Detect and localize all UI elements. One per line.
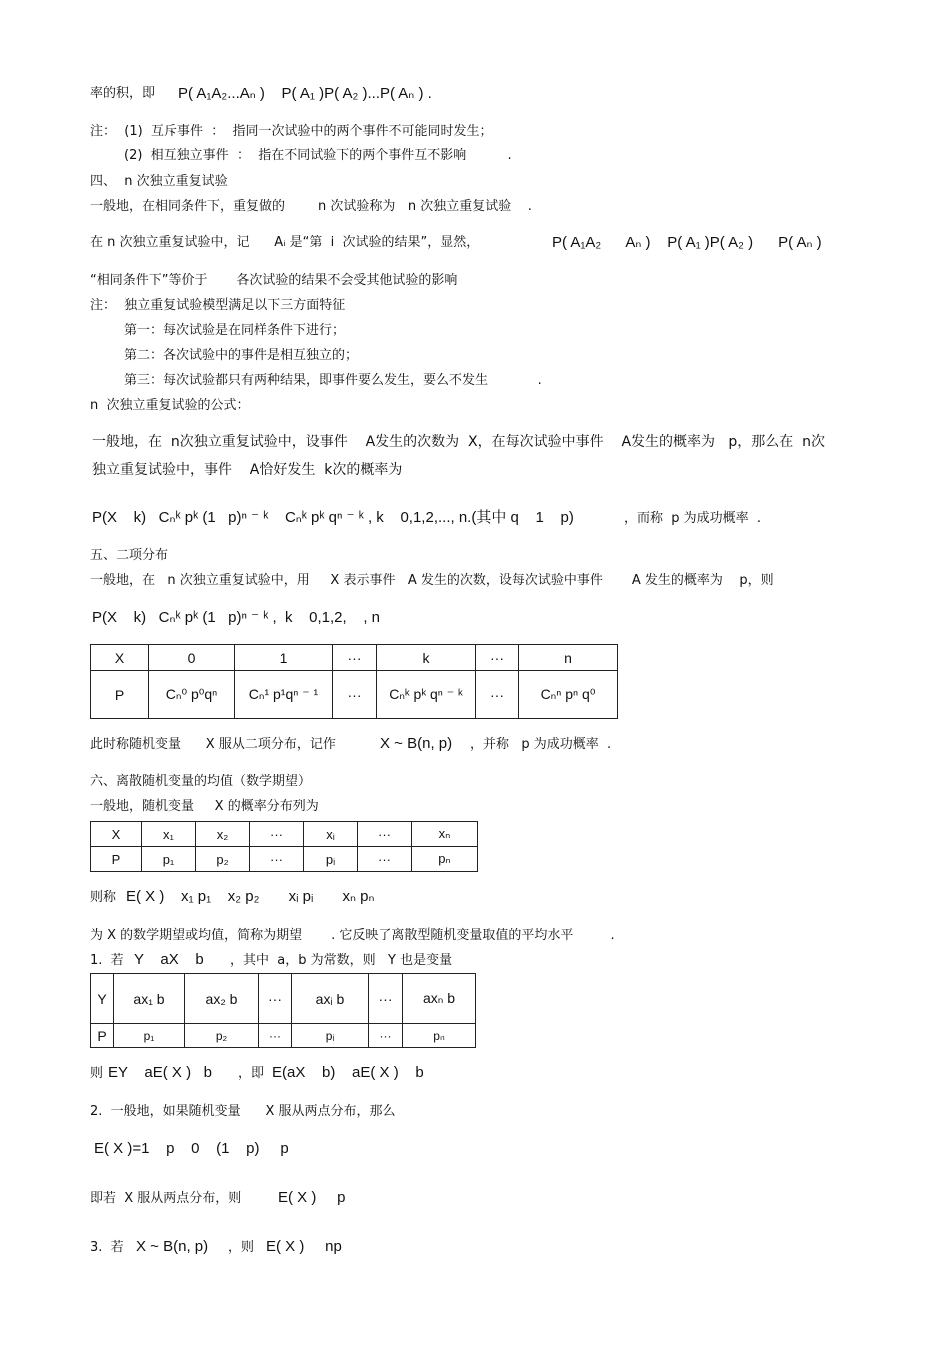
table-cell: pₙ — [403, 1024, 476, 1048]
text-line: 则称 — [90, 890, 117, 905]
text-line: 2. 一般地，如果随机变量 X 服从两点分布，那么 — [90, 1104, 396, 1119]
text-line: 此时称随机变量 X 服从二项分布，记作 — [90, 737, 336, 752]
table-cell: ax₁ b — [114, 974, 185, 1024]
formula: P(X k) Cₙᵏ pᵏ (1 p)ⁿ ⁻ ᵏ Cₙᵏ pᵏ qⁿ ⁻ ᵏ , k 0,1,2,..., n.(其中 q 1 p) — [92, 509, 574, 526]
text-line: 一般地，在 n次独立重复试验中，设事件 A发生的次数为 X，在每次试验中事件 A发生的概率为 p，那么在 n次 — [92, 434, 826, 450]
table-cell: P — [91, 847, 142, 872]
table-cell: P — [91, 671, 149, 719]
text-line: “相同条件下”等价于 各次试验的结果不会受其他试验的影响 — [90, 273, 458, 288]
text-line: 则 — [90, 1066, 104, 1081]
formula: Y aX b — [134, 951, 204, 968]
table-cell: xᵢ — [304, 822, 358, 847]
table-cell: pᵢ — [304, 847, 358, 872]
table-cell: X — [91, 822, 142, 847]
table-cell: ··· — [369, 1024, 403, 1048]
table-cell: Cₙⁿ pⁿ q⁰ — [519, 671, 618, 719]
table-cell: Cₙᵏ pᵏ qⁿ ⁻ ᵏ — [377, 671, 476, 719]
text-line: 注： (1) 互斥事件 ： 指同一次试验中的两个事件不可能同时发生； — [90, 124, 493, 139]
table-cell: Y — [91, 974, 114, 1024]
table-cell: 0 — [149, 645, 235, 671]
text-line: 第一：每次试验是在同样条件下进行； — [124, 323, 346, 338]
table-cell: ··· — [259, 1024, 292, 1048]
table-cell: Cₙ⁰ p⁰qⁿ — [149, 671, 235, 719]
text-line: 注： 独立重复试验模型满足以下三方面特征 — [90, 298, 346, 313]
formula: E( X )=1 p 0 (1 p) p — [94, 1140, 289, 1157]
section-heading: 六、离散随机变量的均值（数学期望） — [90, 774, 312, 789]
table-cell: ··· — [333, 671, 377, 719]
table-cell: ··· — [358, 822, 412, 847]
text-line: 第二：各次试验中的事件是相互独立的； — [124, 348, 359, 363]
text-line: ，其中 a，b 为常数，则 Y 也是变量 — [230, 953, 453, 968]
formula: E(aX b) aE( X ) b — [272, 1064, 424, 1081]
table-cell: ··· — [250, 822, 304, 847]
table-cell: axₙ b — [403, 974, 476, 1024]
table-cell: ··· — [358, 847, 412, 872]
text-line: 一般地，在相同条件下，重复做的 n 次试验称为 n 次独立重复试验 . — [90, 199, 532, 214]
formula: E( X ) x₁ p₁ x₂ p₂ xᵢ pᵢ xₙ pₙ — [126, 888, 375, 905]
formula: P( A₁A₂ Aₙ ) P( A₁ )P( A₂ ) P( Aₙ ) — [552, 234, 822, 251]
table-cell: p₂ — [196, 847, 250, 872]
text-line: 第三：每次试验都只有两种结果，即事件要么发生，要么不发生 . — [124, 373, 542, 388]
table-cell: X — [91, 645, 149, 671]
text-line: (2) 相互独立事件 ： 指在不同试验下的两个事件互不影响 . — [124, 148, 512, 163]
formula: X ~ B(n, p) — [380, 735, 453, 752]
table-cell: p₂ — [185, 1024, 259, 1048]
section-heading: 五、二项分布 — [90, 548, 169, 563]
text-line: n 次独立重复试验的公式： — [90, 398, 250, 413]
text-line: 在 n 次独立重复试验中，记 Aᵢ 是“第 i 次试验的结果”，显然， — [90, 235, 480, 250]
text-line: 率的积，即 — [90, 86, 156, 101]
formula: P(X k) Cₙᵏ pᵏ (1 p)ⁿ ⁻ ᵏ , k 0,1,2, , n — [92, 609, 381, 626]
table-cell: pₙ — [412, 847, 478, 872]
table-cell: ··· — [476, 645, 519, 671]
table-cell: p₁ — [142, 847, 196, 872]
text-line: 为 X 的数学期望或均值，简称为期望 . 它反映了离散型随机变量取值的平均水平 . — [90, 928, 615, 943]
table-cell: x₂ — [196, 822, 250, 847]
text-line: ，而称 p 为成功概率 . — [624, 511, 762, 526]
formula: E( X ) np — [266, 1238, 342, 1255]
text-line: ，即 — [238, 1066, 265, 1081]
table-cell: P — [91, 1024, 114, 1048]
text-line: 一般地，随机变量 X 的概率分布列为 — [90, 799, 319, 814]
table-cell: ··· — [250, 847, 304, 872]
table-cell: ··· — [476, 671, 519, 719]
section-heading: 四、 n 次独立重复试验 — [90, 174, 228, 189]
table-cell: k — [377, 645, 476, 671]
formula: EY aE( X ) b — [108, 1064, 212, 1081]
text-line: 一般地，在 n 次独立重复试验中，用 X 表示事件 A 发生的次数，设每次试验中事件 A 发生的概率为 p，则 — [90, 573, 774, 588]
table-cell: p₁ — [114, 1024, 185, 1048]
table-cell: 1 — [235, 645, 333, 671]
binomial-distribution-table — [90, 644, 618, 719]
text-line: ，并称 p 为成功概率 . — [470, 737, 612, 752]
table-cell: ··· — [259, 974, 292, 1024]
table-cell: pᵢ — [292, 1024, 369, 1048]
table-cell: ··· — [333, 645, 377, 671]
linear-transform-table — [90, 973, 476, 1048]
table-cell: axᵢ b — [292, 974, 369, 1024]
text-line: 即若 X 服从两点分布，则 — [90, 1191, 242, 1206]
formula: E( X ) p — [278, 1189, 346, 1206]
formula: X ~ B(n, p) — [136, 1238, 209, 1255]
table-cell: Cₙ¹ p¹qⁿ ⁻ ¹ — [235, 671, 333, 719]
table-cell: xₙ — [412, 822, 478, 847]
table-cell: n — [519, 645, 618, 671]
text-line: 1. 若 — [90, 953, 124, 968]
table-cell: x₁ — [142, 822, 196, 847]
text-line: ，则 — [228, 1240, 255, 1255]
text-line: 独立重复试验中，事件 A恰好发生 k次的概率为 — [92, 462, 403, 478]
probability-distribution-table — [90, 821, 478, 872]
table-cell: ··· — [369, 974, 403, 1024]
formula: P( A₁A₂...Aₙ ) P( A₁ )P( A₂ )...P( Aₙ ) . — [178, 85, 432, 102]
text-line: 3. 若 — [90, 1240, 124, 1255]
table-cell: ax₂ b — [185, 974, 259, 1024]
